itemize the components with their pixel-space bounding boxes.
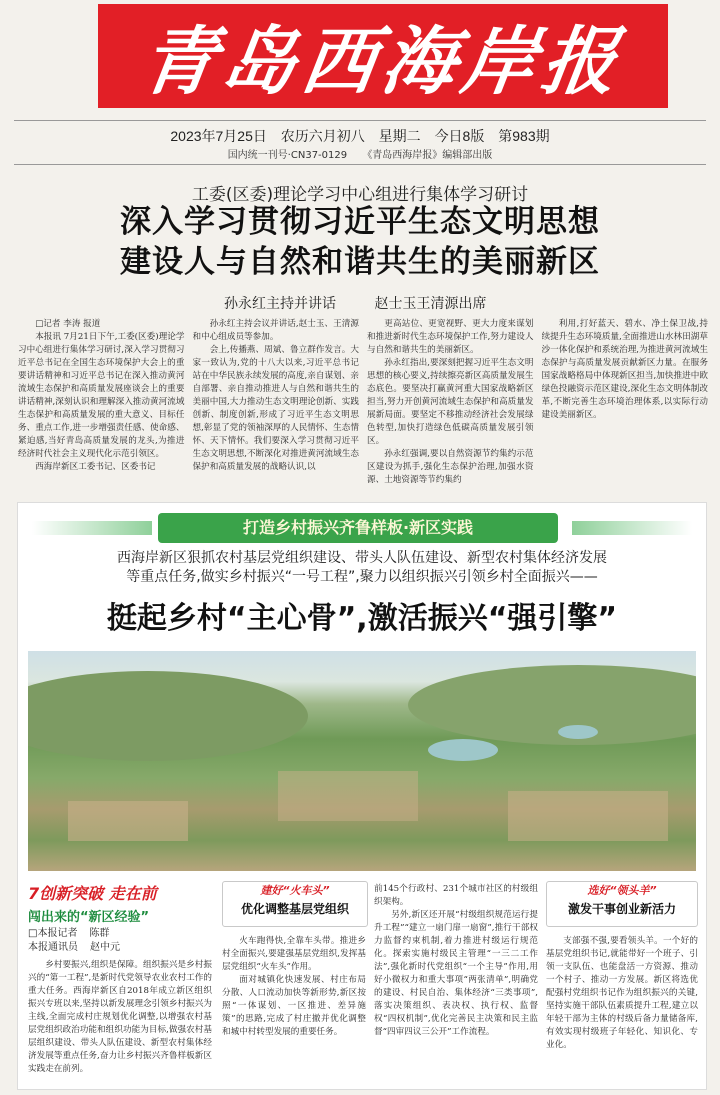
byline-host: 孙永红主持并讲话 (224, 296, 336, 312)
series-tag-main: 7创新突破 走在前 (28, 884, 157, 903)
publisher: 《青岛西海岸报》编辑部出版 (362, 150, 493, 161)
feature-credits (28, 927, 218, 955)
photo-hill-left (28, 671, 308, 761)
photo-village-2 (278, 771, 418, 821)
feature-cold-p1: 支部强不强,要看领头羊。一个好的基层党组织书记,就能带好一个班子、引领一支队伍、也能盘活一方资源、推动一个村子、推动一方发展。新区将选优配强村党组织书记作为组织振兴的关键,坚持实施干部队伍素质提升工程,建立以年轻干部为主体的村级后备力量储备库,有效实现村级班子年轻化、知识化、专业化。 (546, 936, 698, 1050)
publication-info (0, 146, 720, 161)
ribbon-left-decor (32, 521, 152, 535)
weekday: 星期二 (378, 128, 421, 144)
section-head-d (546, 881, 698, 927)
photo-village-1 (68, 801, 188, 841)
lunar-date: 农历六月初八 (280, 128, 365, 144)
photo-pond (558, 725, 598, 739)
photo-village-3 (508, 791, 668, 841)
series-tag (28, 881, 208, 925)
lead-column-1 (18, 318, 185, 496)
lead-headline (0, 202, 720, 282)
series-tag-sub: 闯出来的“新区经验” (28, 910, 150, 925)
top-rule (14, 120, 706, 121)
lead-col1-p1: □记者 李涛 报道 (35, 319, 101, 329)
credit-reporter-name: 陈群 (89, 928, 110, 939)
lead-column-3 (367, 318, 534, 496)
lead-column-2 (193, 318, 360, 496)
lead-col2-p1: 孙永红主持会议并讲话,赵士玉、王清源和中心组成员等参加。 (192, 319, 359, 342)
feature-cola-p1: 乡村要振兴,组织是保障。组织振兴是乡村振兴的“第一工程”,是新时代党领导农业农村工作的重大任务。西海岸新区自2018年成立新区组织振兴专班以来,坚持以新发展理念引领乡村振兴为主线,全面完成村庄规划优化调整,以增强农村基层党组织政治功能和组织功能为目标,做强农村基层组织建设、带头人队伍建设、新型农村集体经济发展等重点任务,奋力让乡村振兴齐鲁样板新区实践走在前列。 (28, 960, 212, 1074)
section-d-title: 激发干事创业新活力 (567, 902, 676, 916)
section-b-tag: 建好“火车头” (260, 884, 330, 897)
lead-col3-p3: 孙永红强调,要以自然资源节约集约示范区建设为抓手,强化生态保护治理,加强水资源、土地资源等节约集约 (367, 449, 534, 485)
section-head-b (222, 881, 368, 927)
lead-kicker: 工委(区委)理论学习中心组进行集体学习研讨 (191, 185, 529, 205)
masthead-logo: 青岛西海岸报 (136, 19, 629, 105)
issue-number: 第983期 (498, 128, 550, 144)
photo-lake (428, 739, 498, 761)
masthead (98, 4, 668, 108)
dateline (0, 126, 720, 146)
byline-attendees: 赵士玉王清源出席 (374, 296, 487, 312)
ribbon-right-decor (572, 521, 692, 535)
feature-column-b (222, 935, 366, 1085)
feature-deck-line1: 西海岸新区狠抓农村基层党组织建设、带头人队伍建设、新型农村集体经济发展 (117, 550, 607, 566)
feature-deck (48, 549, 676, 587)
lead-byline (224, 293, 704, 313)
page-count: 今日8版 (434, 128, 485, 144)
lead-col3-p1: 更高站位、更宽视野、更大力度来谋划和推进新时代生态环境保护工作,努力建设人与自然和谐共生的美丽新区。 (367, 319, 534, 355)
lead-col2-p2: 会上,传播燕、周斌、鲁立群作发言。大家一致认为,党的十八大以来,习近平总书记站在中华民族永续发展的高度,亲自谋划、亲自部署、亲自推动推进人与自然和谐共生的美丽中国,大力推动生态文明理论创新、实践创新、制度创新,形成了习近平生态文明思想,彰显了党的领袖深厚的人民情怀、生态情怀、天下情怀。我们要深入学习贯彻习近平生态文明思想,不断深化对推进黄河流域生态保护和高质量发展的战略认识,以 (192, 345, 359, 472)
lead-headline-line2: 建设人与自然和谐共生的美丽新区 (120, 244, 600, 280)
lead-article (18, 318, 708, 496)
section-d-tag: 选好“领头羊” (587, 884, 657, 897)
lead-col1-p2: 本报讯 7月21日下午,工委(区委)理论学习中心组进行集体学习研讨,深入学习贯彻习近平总书记在全国生态环境保护大会上的重要讲话精神和习近平总书记在深入推动黄河流域生态保护和高质量发展座谈会上的重要讲话精神,深刻认识和理解深入推动黄河流域生态保护和高质量发展的重大意义、目标任务、重点工作,进一步增强责任感、使命感、紧迫感,当好青岛高质量发展的龙头,为推进经济时代社会主义现代化示范引领区。 (18, 332, 185, 459)
lead-col3-p2: 孙永红指出,要深刻把握习近平生态文明思想的核心要义,持续擦亮新区高质量发展生态底色。要坚决打赢黄河重大国家战略新区担当,努力开创黄河流域生态保护和高质量发展新局面。要坚定不移推动经济社会发展绿色转型,加快打造绿色低碳高质量发展引领区。 (367, 358, 534, 446)
credit-correspondent-name: 赵中元 (90, 942, 120, 953)
feature-colc-p1: 前145个行政村、231个城市社区的村级组织架构。 (374, 884, 538, 907)
credit-reporter-label: □本报记者 (28, 928, 78, 939)
masthead-rule (14, 164, 706, 165)
serial-number: 国内统一刊号·CN37-0129 (227, 150, 348, 161)
feature-deck-line2: 等重点任务,做实乡村振兴“一号工程”,聚力以组织振兴引领乡村全面振兴—— (126, 569, 598, 585)
feature-colb-p2: 面对城镇化快速发展、村庄布局分散、人口流动加快等新形势,新区按照“一体谋划、一区推进、差异施策”的思路,完成了村庄撤并优化调整和城中村转型发展的重要任务。 (222, 975, 366, 1037)
lead-column-4 (542, 318, 709, 496)
lead-headline-line1: 深入学习贯彻习近平生态文明思想 (120, 204, 600, 240)
lead-col4-p1: 利用,打好蓝天、碧水、净土保卫战,持续提升生态环境质量,全面推进山水林田湖草沙一体化保护和系统治理,为推进黄河流域生态保护与高质量发展贡献新区力量。在服务国家战略格局中体现新区担当,加快推进中欧绿色投融资示范区建设,深化生态文明体制改革,不断完善生态环境治理体系,以实际行动建设美丽新区。 (541, 319, 708, 420)
feature-column-c (374, 883, 538, 1085)
photo-hill-right (408, 665, 696, 745)
feature-section (18, 503, 706, 1089)
issue-date: 2023年7月25日 (170, 128, 267, 144)
feature-headline: 挺起乡村“主心骨”,激活振兴“强引擎” (106, 601, 618, 636)
lead-col1-p3: 西海岸新区工委书记、区委书记 (35, 462, 156, 472)
feature-colb-p1: 火车跑得快,全靠车头带。推进乡村全面振兴,要建强基层党组织,发挥基层党组织“火车头”作用。 (222, 936, 366, 972)
section-b-title: 优化调整基层党组织 (240, 902, 349, 916)
feature-column-d (546, 935, 698, 1085)
feature-ribbon: 打造乡村振兴齐鲁样板·新区实践 (158, 513, 558, 543)
credit-correspondent-label: 本报通讯员 (28, 942, 78, 953)
village-aerial-photo (28, 651, 696, 871)
feature-column-a (28, 959, 212, 1085)
feature-colc-p2: 另外,新区还开展“村级组织规范运行提升工程”“建立一扇门扉一扇窗”,推行干部权力监督约束机制,着力推进村级运行规范化。探索实施村级民主管理“一三二工作法”,强化新时代党组织“一个主导”作用,用好小微权力和重大事项“两张清单”,明确党的建设、村民自治、集体经济“三类事项”,落实决策组织、表决权、执行权、监督权“四权机制”,优化完善民主决策和民主监督“四审四议三公开”工作流程。 (374, 910, 538, 1037)
